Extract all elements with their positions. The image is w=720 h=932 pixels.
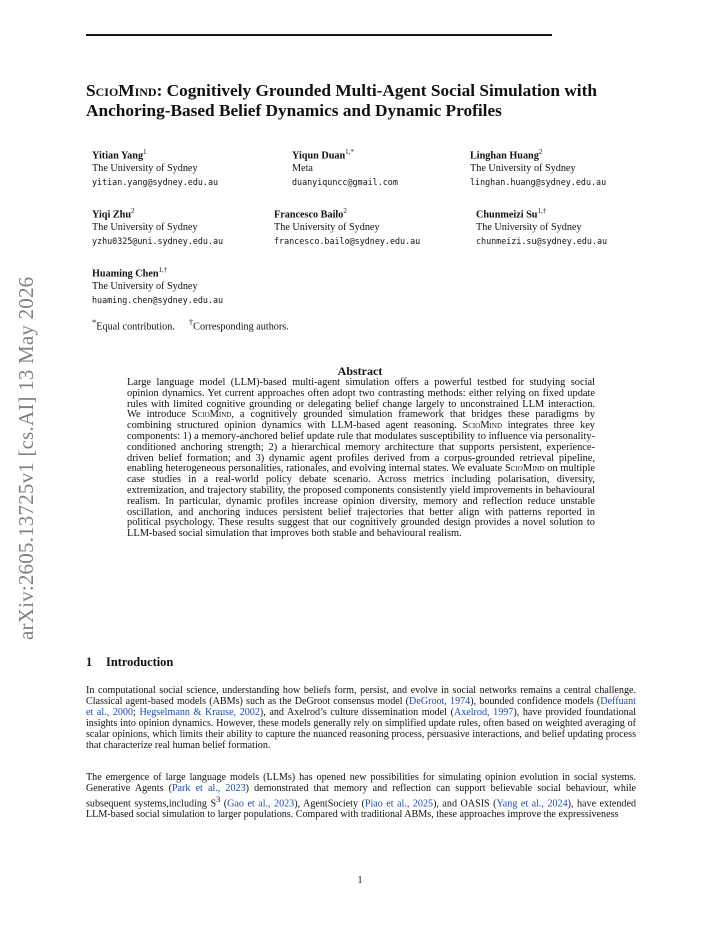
author-sup: 1,* [345,148,354,156]
citation-link[interactable]: Yang et al., 2024 [496,798,568,810]
section-number: 1 [86,655,93,669]
citation-link[interactable]: Piao et al., 2025 [364,798,434,810]
author-email[interactable]: yzhu0325@uni.sydney.edu.au [92,235,224,246]
author-affiliation: The University of Sydney [92,162,198,174]
paper-title [86,81,646,121]
corresponding-note: Corresponding authors. [193,321,289,333]
abstract-body [127,378,595,540]
citation-link[interactable]: Hegselmann & Krause, 2002 [139,706,260,718]
author-sup: 1,† [537,207,547,215]
author-affiliation: Meta [292,162,313,174]
intro-paragraph-2 [86,773,636,821]
equal-mark: * [92,317,97,327]
author-notes [92,317,289,332]
author-email[interactable]: yitian.yang@sydney.edu.au [92,176,219,187]
corresponding-mark: † [188,317,194,327]
intro-paragraph-1 [86,686,636,751]
abstract-text: Large language model (LLM)-based multi-agent simulation offers a powerful testbed for studying social opinion dynamics. Yet current approaches often adopt two contrasting methods: either relying on fixed update rules with limited cognitive grounding or delegating belief change largely to unconstrained LLM interaction. We introduce [127,377,595,421]
abstract-text: integrates three key components: 1) a memory-anchored belief update rule that modulates susceptibility to influence via personality-conditioned anchoring strength; 2) a hierarchical memory architecture that supports persistent, experience-driven belief formation; and 3) dynamic agent profiles derived from a corpus-grounded retrieval pipeline, enabling heterogeneous personalities, rationales, and evolving internal states. We evaluate [127,420,595,475]
title-line2: Anchoring-Based Belief Dynamics and Dynamic Profiles [86,101,502,120]
abstract-brand: ScioMind [505,463,545,475]
author-block [92,146,218,189]
author-sup: 2 [343,207,347,215]
abstract-brand: ScioMind [462,420,502,432]
author-name: Huaming Chen [92,268,159,280]
page-number: 1 [357,875,363,886]
author-name: Linghan Huang [470,150,539,162]
author-affiliation: The University of Sydney [470,162,576,174]
paragraph-text: ( [220,798,228,810]
top-rule [86,34,552,36]
author-email[interactable]: duanyiquncc@gmail.com [292,176,398,187]
author-sup: 1,† [158,266,168,274]
author-name: Chunmeizi Su [476,209,538,221]
author-email[interactable]: chunmeizi.su@sydney.edu.au [476,235,608,246]
abstract-brand: ScioMind [191,409,232,421]
abstract-heading: Abstract [337,364,383,378]
paragraph-text: ), have provided foundational insights into opinion dynamics. However, these models generally rely on simplified update rules, often based on weighted averaging of scalar opinions, which limits their ability to capture the nuanced reasoning process, persuasive interactions, and belief updating process that characterize real human belief formation. [86,706,637,751]
title-line1-rest: : Cognitively Grounded Multi-Agent Social Simulation with [156,81,597,100]
author-affiliation: The University of Sydney [274,221,380,233]
paragraph-text: In computational social science, understanding how beliefs form, persist, and evolve in social networks remains a central challenge. Classical agent-based models (ABMs) such as the DeGroot consensus model ( [86,685,636,707]
citation-link[interactable]: Deffuant et al., 2000 [86,695,636,718]
author-sup: 2 [130,207,135,215]
section-title: Introduction [106,655,174,669]
paragraph-text: ), bounded confidence models ( [470,695,601,707]
author-name: Francesco Bailo [274,209,344,221]
author-sup: 2 [538,148,543,156]
author-affiliation: The University of Sydney [476,221,582,233]
paragraph-text: The emergence of large language models (LLMs) has opened new possibilities for simulating opinion evolution in social systems. Generative Agents ( [86,772,636,794]
author-name: Yitian Yang [92,150,144,162]
citation-link[interactable]: Park et al., 2023 [171,782,246,794]
title-brand: ScioMind [86,81,157,100]
paragraph-text: ) demonstrated that memory and reflection can support believable social behaviour, while subsequent systems,including S [86,782,636,810]
paragraph-text: ), AgentSociety ( [294,798,365,810]
author-block [476,205,607,248]
citation-link[interactable]: DeGroot, 1974 [409,695,471,707]
author-email[interactable]: huaming.chen@sydney.edu.au [92,294,224,305]
author-block [470,146,606,189]
arxiv-identifier: arXiv:2605.13725v1 [cs.AI] 13 May 2026 [14,276,38,640]
section-heading-introduction [86,655,173,670]
author-block [292,146,398,189]
paragraph-text: ), have extended LLM-based social simulation to larger populations. Compared with traditional ABMs, these approaches improve the expressiveness [86,798,636,821]
citation-link[interactable]: Gao et al., 2023 [227,798,295,810]
equal-contribution-note: Equal contribution. [96,321,175,333]
author-affiliation: The University of Sydney [92,280,198,292]
author-email[interactable]: linghan.huang@sydney.edu.au [470,176,607,187]
author-sup: 1 [143,148,147,156]
citation-link[interactable]: Axelrod, 1997 [453,706,514,718]
abstract-text: , a cognitively grounded simulation framework that bridges these paradigms by combining structured opinion dynamics with LLM-based agent reasoning. [127,409,595,432]
author-block [274,205,420,248]
author-name: Yiqi Zhu [92,209,131,221]
paragraph-text: ), and Axelrod’s culture dissemination model ( [259,706,454,718]
author-name: Yiqun Duan [292,150,346,162]
paragraph-text: ; [133,706,140,718]
abstract-text: on multiple case studies in a real-world policy debate scenario. Across metrics including polarisation, diversity, extremization, and trajectory stability, the proposed components consistently yield improvements in behavioural realism. In particular, dynamic profiles increase opinion diversity, memory and reflection reduce unstable oscillation, and anchoring induces persistent belief trajectories that better align with patterns reported in political psychology. These results suggest that our cognitively grounded design provides a novel solution to LLM-based social simulation that improves both stable and behavioural realism. [127,463,595,540]
author-affiliation: The University of Sydney [92,221,198,233]
superscript: 3 [216,794,221,804]
author-block [92,205,223,248]
author-email[interactable]: francesco.bailo@sydney.edu.au [274,235,421,246]
paragraph-text: ), and OASIS ( [433,798,497,810]
author-block [92,264,223,307]
